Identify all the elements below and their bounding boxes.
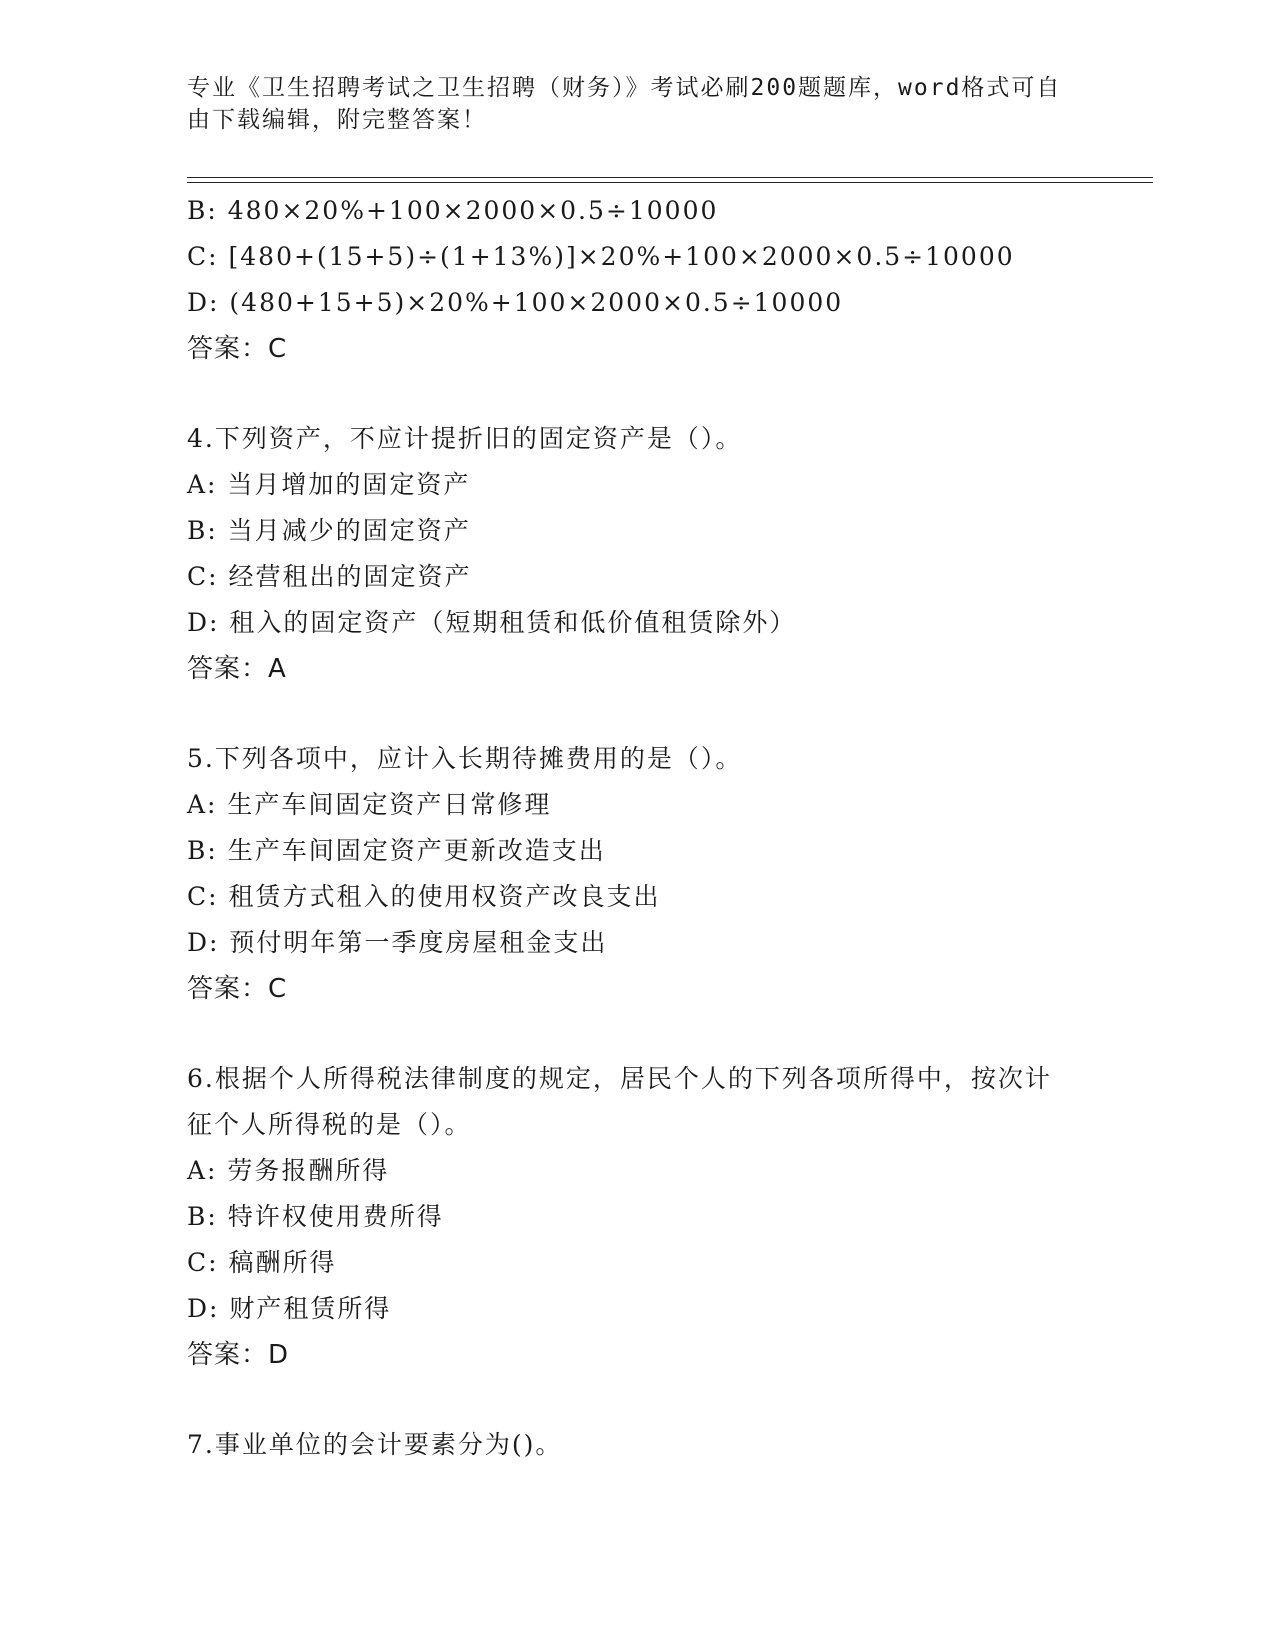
q4-option-b: B: 当月减少的固定资产	[187, 516, 471, 545]
q4-option-c: C: 经营租出的固定资产	[187, 562, 472, 591]
question-5	[187, 736, 1087, 1012]
q4-option-d: D: 租入的固定资产（短期租赁和低价值租赁除外）	[187, 608, 797, 637]
header-rule-top	[187, 177, 1153, 178]
q5-option-c: C: 租赁方式租入的使用权资产改良支出	[187, 882, 661, 911]
document-header: 专业《卫生招聘考试之卫生招聘（财务）》考试必刷200题题库，word格式可自由下载编辑，附完整答案！	[187, 75, 1062, 133]
question-6	[187, 1056, 1087, 1378]
q3-option-c: C: [480+(15+5)÷(1+13%)]×20%+100×2000×0.5÷10000	[187, 242, 1015, 271]
q5-answer: 答案：C	[187, 974, 288, 1004]
q4-option-a: A: 当月增加的固定资产	[187, 470, 471, 499]
q5-stem: 5.下列各项中，应计入长期待摊费用的是（）。	[187, 744, 743, 773]
q6-option-c: C: 稿酬所得	[187, 1248, 337, 1277]
header-rule-bottom	[187, 182, 1153, 183]
question-list	[187, 188, 1087, 1468]
q6-option-d: D: 财产租赁所得	[187, 1294, 392, 1323]
question-4	[187, 416, 1087, 692]
q4-stem: 4.下列资产，不应计提折旧的固定资产是（）。	[187, 424, 743, 453]
q3-option-b: B: 480×20%+100×2000×0.5÷10000	[187, 196, 719, 225]
q6-option-a: A: 劳务报酬所得	[187, 1156, 390, 1185]
q6-option-b: B: 特许权使用费所得	[187, 1202, 444, 1231]
question-7	[187, 1422, 1087, 1468]
q6-stem: 6.根据个人所得税法律制度的规定，居民个人的下列各项所得中，按次计征个人所得税的是（）。	[187, 1064, 1052, 1139]
spacer	[187, 1012, 1087, 1056]
spacer	[187, 692, 1087, 736]
q3-option-d: D: (480+15+5)×20%+100×2000×0.5÷10000	[187, 288, 844, 317]
question-3-tail	[187, 188, 1087, 372]
q4-answer: 答案：A	[187, 654, 287, 684]
spacer	[187, 372, 1087, 416]
q5-option-a: A: 生产车间固定资产日常修理	[187, 790, 552, 819]
spacer	[187, 1378, 1087, 1422]
q5-option-b: B: 生产车间固定资产更新改造支出	[187, 836, 606, 865]
q3-answer: 答案：C	[187, 334, 288, 364]
q6-answer: 答案：D	[187, 1340, 290, 1370]
q7-stem: 7.事业单位的会计要素分为()。	[187, 1430, 563, 1459]
q5-option-d: D: 预付明年第一季度房屋租金支出	[187, 928, 608, 957]
